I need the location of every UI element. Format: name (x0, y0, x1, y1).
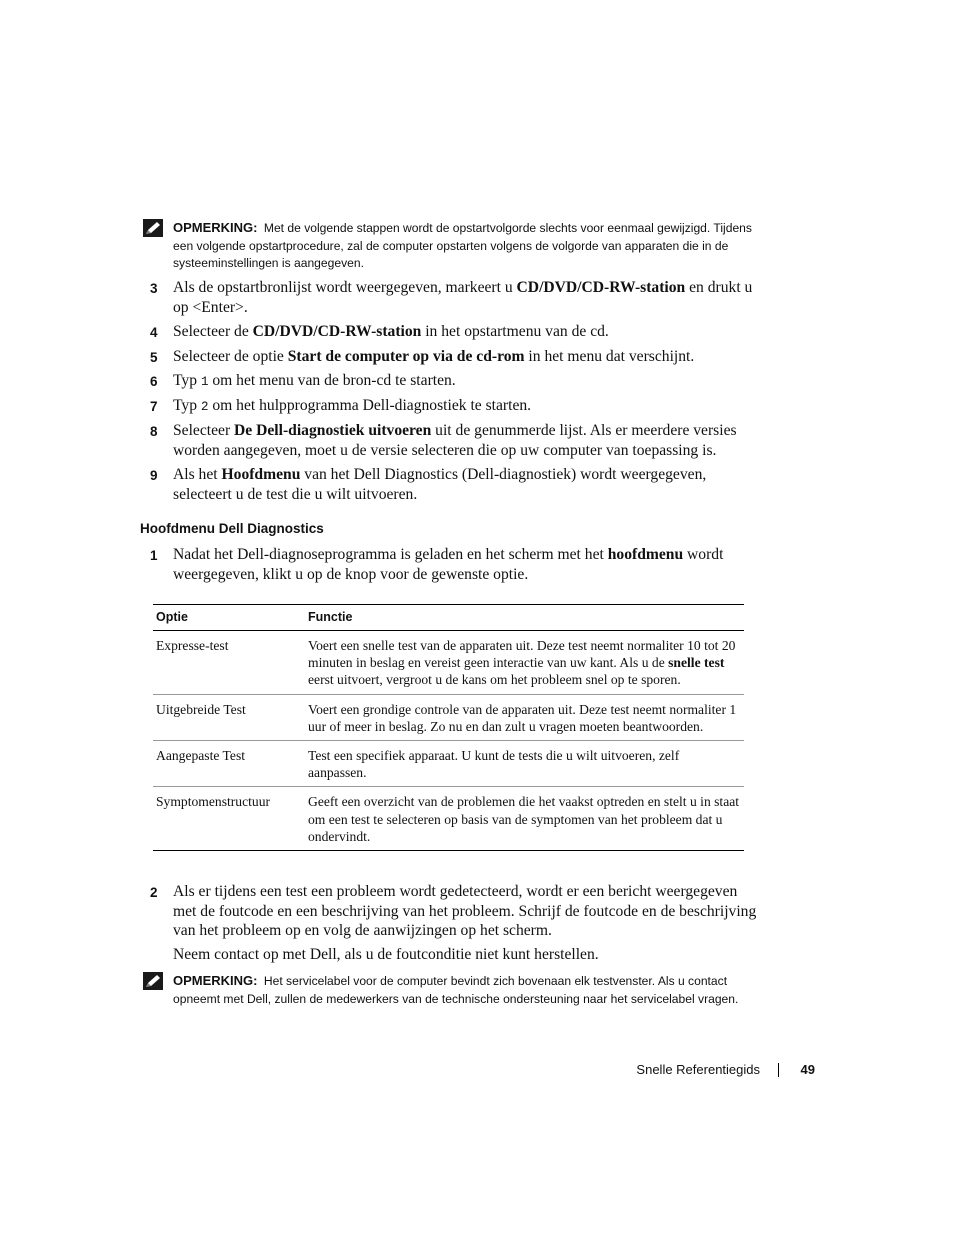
column-header-optie: Optie (153, 605, 305, 631)
step-number: 5 (150, 350, 158, 365)
table-row (153, 694, 744, 740)
note-label: OPMERKING: (173, 220, 258, 235)
function-cell: Voert een grondige controle van de apparaten uit. Deze test neemt normaliter 1 uur of meer in beslag. Zo nu en dan zult u vragen moeten beantwoorden. (305, 694, 744, 740)
table-row (153, 787, 744, 851)
page-number: 49 (800, 1062, 815, 1077)
note-pencil-icon (143, 972, 163, 990)
step-number: 1 (150, 548, 158, 563)
page-footer (600, 1062, 815, 1078)
step-8: 8 Selecteer De Dell-diagnostiek uitvoeren uit de genummerde lijst. Als er meerdere versies worden aangegeven, moet u de versie selecteren die op uw computer van toepassing is. (150, 422, 737, 459)
section-heading: Hoofdmenu Dell Diagnostics (140, 521, 324, 536)
step-number: 4 (150, 325, 158, 340)
table-row (153, 631, 744, 695)
option-cell: Expresse-test (156, 638, 229, 653)
note-text: Met de volgende stappen wordt de opstartvolgorde slechts voor eenmaal gewijzigd. Tijdens een volgende opstartprocedure, zal de computer opstarten volgens de volgorde van apparaten die in de systeeminstellingen is aangegeven. (173, 221, 752, 270)
step-3: 3 Als de opstartbronlijst wordt weergegeven, markeert u CD/DVD/CD-RW-station en drukt u op <Enter>. (150, 279, 753, 316)
function-cell: Test een specifiek apparaat. U kunt de tests die u wilt uitvoeren, zelf aanpassen. (305, 741, 744, 787)
step-number: 6 (150, 374, 158, 389)
step-2: 2 Als er tijdens een test een probleem wordt gedetecteerd, wordt er een bericht weergegeven met de foutcode en een beschrijving van het probleem. Schrijf de foutcode en de beschrijving van het probleem op en volg de aanwijzingen op het scherm. (150, 883, 757, 939)
step-1: 1 Nadat het Dell-diagnoseprogramma is geladen en het scherm met het hoofdmenu wordt weergegeven, klikt u op de knop voor de gewenste optie. (150, 546, 724, 583)
footer-title: Snelle Referentiegids (636, 1062, 760, 1077)
step-5: 5 Selecteer de optie Start de computer op via de cd-rom in het menu dat verschijnt. (150, 347, 760, 367)
option-cell: Symptomenstructuur (153, 787, 305, 851)
note-label: OPMERKING: (173, 973, 258, 988)
table-header-row (153, 605, 744, 631)
step-number: 7 (150, 399, 158, 414)
options-table (153, 604, 744, 851)
step-4: 4 Selecteer de CD/DVD/CD-RW-station in het opstartmenu van de cd. (150, 322, 760, 342)
column-header-functie: Functie (305, 605, 744, 631)
step-number: 3 (150, 281, 158, 296)
step-number: 8 (150, 424, 158, 439)
step-7: 7 Typ 2 om het hulpprogramma Dell-diagnostiek te starten. (150, 396, 760, 418)
note-pencil-icon (143, 219, 163, 237)
step-number: 9 (150, 468, 158, 483)
note-opmerking-2 (143, 972, 763, 1008)
option-cell: Uitgebreide Test (153, 694, 305, 740)
step-9: 9 Als het Hoofdmenu van het Dell Diagnostics (Dell-diagnostiek) wordt weergegeven, selecteert u de test die u wilt uitvoeren. (150, 466, 707, 503)
function-cell: Geeft een overzicht van de problemen die het vaakst optreden en stelt u in staat om een test te selecteren op basis van de symptomen van het probleem dat u ondervindt. (305, 787, 744, 851)
option-cell: Aangepaste Test (153, 741, 305, 787)
note-opmerking-1 (143, 219, 763, 273)
note-text: Het servicelabel voor de computer bevindt zich bovenaan elk testvenster. Als u contact opneemt met Dell, zullen de medewerkers van de technische ondersteuning naar het servicelabel vragen. (173, 974, 739, 1006)
contact-paragraph: Neem contact op met Dell, als u de foutconditie niet kunt herstellen. (173, 946, 599, 963)
footer-divider (778, 1063, 779, 1077)
step-6: 6 Typ 1 om het menu van de bron-cd te starten. (150, 371, 760, 393)
step-number: 2 (150, 885, 158, 900)
function-cell: Voert een snelle test van de apparaten uit. Deze test neemt normaliter 10 tot 20 minuten in beslag en vereist geen interactie van uw kant. Als u de snelle test eerst uitvoert, vergroot u de kans om het probleem snel op te sporen. (308, 638, 736, 688)
table-row (153, 741, 744, 787)
